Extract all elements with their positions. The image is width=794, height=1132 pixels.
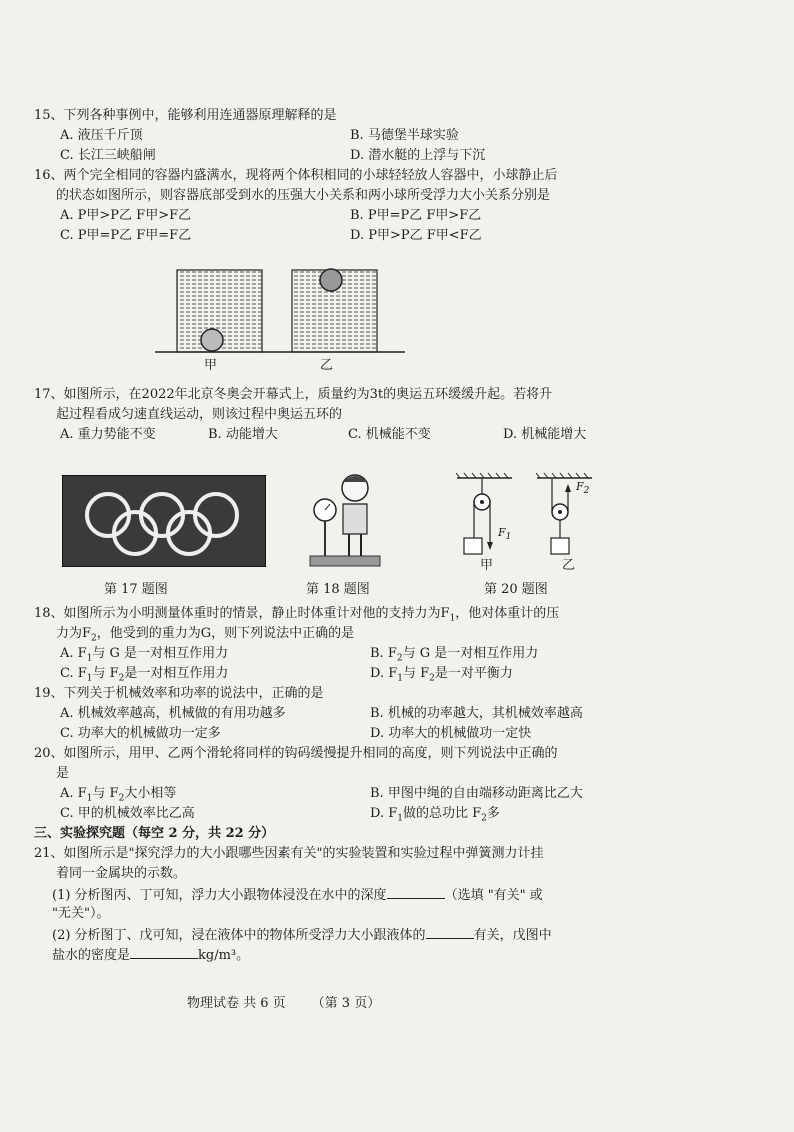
q21-blank3[interactable] (130, 944, 198, 959)
q18-stem-line2: 力为$F_2$，他受到的重力为G，则下列说法中正确的是 (56, 626, 355, 644)
q16-option-b: B. P甲=P乙 F甲>F乙 (350, 208, 482, 223)
q17-stem-line1: 17、如图所示，在2022年北京冬奥会开幕式上，质量约为3t的奥运五环缓缓升起。若将升 (34, 387, 553, 402)
q19-option-c: C. 功率大的机械做功一定多 (60, 726, 221, 741)
q19-stem: 19、下列关于机械效率和功率的说法中，正确的是 (34, 686, 324, 701)
q18-stem-line1: 18、如图所示为小明测量体重时的情景，静止时体重计对他的支持力为$F_1$，他对体重计的压 (34, 606, 560, 624)
q17-stem-line2: 起过程看成匀速直线运动，则该过程中奥运五环的 (56, 407, 343, 422)
container-label-yi: 乙 (320, 358, 334, 373)
q19-option-a: A. 机械效率越高，机械做的有用功越多 (60, 706, 286, 721)
ball-sunk-icon (201, 329, 223, 351)
q20-option-c: C. 甲的机械效率比乙高 (60, 806, 195, 821)
q15-option-b: B. 马德堡半球实验 (350, 128, 459, 143)
q15-stem: 15、下列各种事例中，能够利用连通器原理解释的是 (34, 108, 337, 123)
containers-figure (150, 262, 410, 372)
q15-option-d: D. 潜水艇的上浮与下沉 (350, 148, 486, 163)
q17-option-d: D. 机械能增大 (503, 427, 587, 442)
olympic-rings-photo (62, 475, 266, 567)
q21-part1: (1) 分析图丙、丁可知，浮力大小跟物体浸没在水中的深度 （选填 "有关" 或 (52, 884, 543, 905)
weight-block-jia (464, 538, 482, 554)
q15-option-c: C. 长江三峡船闸 (60, 148, 156, 163)
caption-fig18: 第 18 题图 (306, 582, 370, 597)
weight-block-yi (551, 538, 569, 554)
q21-part2-line2: 盐水的密度是 kg/m³。 (52, 944, 249, 965)
q20-stem-line1: 20、如图所示，用甲、乙两个滑轮将同样的钩码缓慢提升相同的高度，则下列说法中正确的 (34, 746, 558, 761)
section-heading: 三、实验探究题（每空 2 分，共 22 分） (34, 826, 275, 841)
footer-total-pages: 物理试卷 共 6 页 (187, 996, 286, 1011)
q20-option-a: A. $F_1$与 $F_2$大小相等 (60, 786, 177, 804)
q19-option-d: D. 功率大的机械做功一定快 (370, 726, 532, 741)
q15-option-a: A. 液压千斤顶 (60, 128, 143, 143)
force-label-f2: $F_2$ (576, 480, 590, 497)
q18-option-a: A. $F_1$与 G 是一对相互作用力 (60, 646, 229, 664)
force-label-f1: $F_1$ (498, 526, 512, 543)
q18-option-b: B. $F_2$与 G 是一对相互作用力 (370, 646, 539, 664)
weighing-scale-figure (305, 470, 385, 570)
q17-option-b: B. 动能增大 (208, 427, 278, 442)
q19-option-b: B. 机械的功率越大，其机械效率越高 (370, 706, 583, 721)
q16-stem-line2: 的状态如图所示，则容器底部受到水的压强大小关系和两小球所受浮力大小关系分别是 (56, 188, 551, 203)
q20-option-d: D. $F_1$做的总功比 $F_2$多 (370, 806, 500, 824)
q16-option-c: C. P甲=P乙 F甲=F乙 (60, 228, 192, 243)
q21-stem-line2: 着同一金属块的示数。 (56, 866, 187, 881)
caption-fig17: 第 17 题图 (104, 582, 168, 597)
q16-option-a: A. P甲>P乙 F甲>F乙 (60, 208, 192, 223)
q21-blank2[interactable] (426, 924, 474, 939)
q18-option-c: C. $F_1$与 $F_2$是一对相互作用力 (60, 666, 229, 684)
q18-option-d: D. $F_1$与 $F_2$是一对平衡力 (370, 666, 513, 684)
q21-stem-line1: 21、如图所示是"探究浮力的大小跟哪些因素有关"的实验装置和实验过程中弹簧测力计挂 (34, 846, 544, 861)
q17-option-c: C. 机械能不变 (348, 427, 431, 442)
q21-part2: (2) 分析图丁、戊可知，浸在液体中的物体所受浮力大小跟液体的 有关，戊图中 (52, 924, 552, 945)
ball-floating-icon (320, 269, 342, 291)
q16-option-d: D. P甲>P乙 F甲<F乙 (350, 228, 482, 243)
pulley-label-yi: 乙 (562, 558, 576, 573)
q21-part1-line2: "无关"）。 (52, 906, 110, 921)
footer-page-number: （第 3 页） (311, 996, 381, 1011)
caption-fig20: 第 20 题图 (484, 582, 548, 597)
container-label-jia: 甲 (204, 358, 218, 373)
pulley-label-jia: 甲 (480, 558, 494, 573)
q16-stem-line1: 16、两个完全相同的容器内盛满水，现将两个体积相同的小球轻轻放人容器中，小球静止后 (34, 168, 558, 183)
q20-stem-line2: 是 (56, 766, 70, 781)
page-footer (187, 992, 380, 1011)
q20-option-b: B. 甲图中绳的自由端移动距离比乙大 (370, 786, 583, 801)
q21-blank1[interactable] (387, 884, 445, 899)
q17-option-a: A. 重力势能不变 (60, 427, 156, 442)
